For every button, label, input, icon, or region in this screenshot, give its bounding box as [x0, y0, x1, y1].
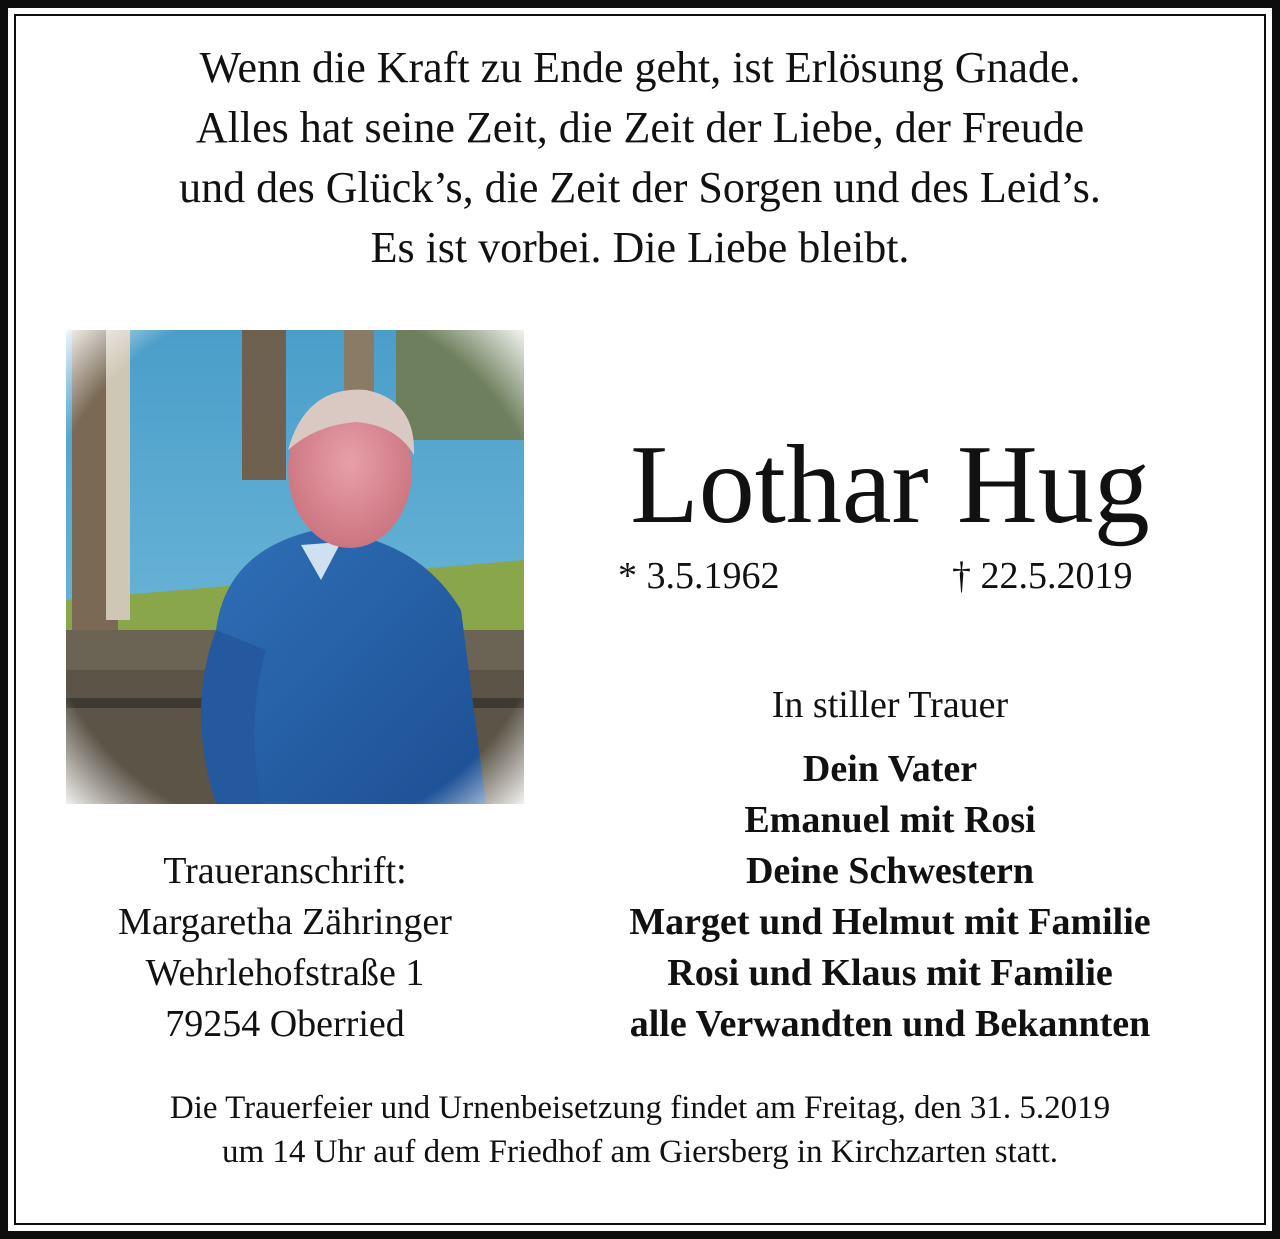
death-date: † 22.5.2019 — [952, 555, 1133, 597]
mourning-intro: In stiller Trauer — [771, 684, 1009, 726]
verse-line: Wenn die Kraft zu Ende geht, ist Erlösung Gnade. — [199, 43, 1081, 92]
verse-line: und des Glück’s, die Zeit der Sorgen und des Leid’s. — [179, 163, 1101, 212]
portrait-photo — [66, 330, 524, 804]
mourner-line: alle Verwandten und Bekannten — [629, 1003, 1151, 1045]
mourner-line: Marget und Helmut mit Familie — [629, 901, 1151, 943]
birth-date: * 3.5.1962 — [618, 555, 780, 597]
address-line: Wehrlehofstraße 1 — [145, 952, 425, 994]
mourner-line: Dein Vater — [802, 748, 978, 790]
deceased-name: Lothar Hug — [630, 423, 1150, 547]
verse-block — [40, 38, 1240, 278]
verse-line: Es ist vorbei. Die Liebe bleibt. — [370, 223, 910, 272]
address-line: Traueranschrift: — [163, 850, 407, 892]
ceremony-line: um 14 Uhr auf dem Friedhof am Giersberg in Kirchzarten statt. — [221, 1134, 1059, 1170]
address-line: Margaretha Zähringer — [118, 901, 452, 943]
mourner-line: Rosi und Klaus mit Familie — [667, 952, 1113, 994]
mourner-line: Emanuel mit Rosi — [744, 799, 1036, 841]
mourning-address — [60, 846, 510, 1050]
address-line: 79254 Oberried — [165, 1003, 405, 1045]
ceremony-line: Die Trauerfeier und Urnenbeisetzung findet am Freitag, den 31. 5.2019 — [169, 1090, 1111, 1126]
ceremony-notice — [40, 1086, 1240, 1174]
mourners-list — [590, 744, 1190, 1050]
verse-line: Alles hat seine Zeit, die Zeit der Liebe, der Freude — [195, 103, 1085, 152]
mourner-line: Deine Schwestern — [745, 850, 1035, 892]
